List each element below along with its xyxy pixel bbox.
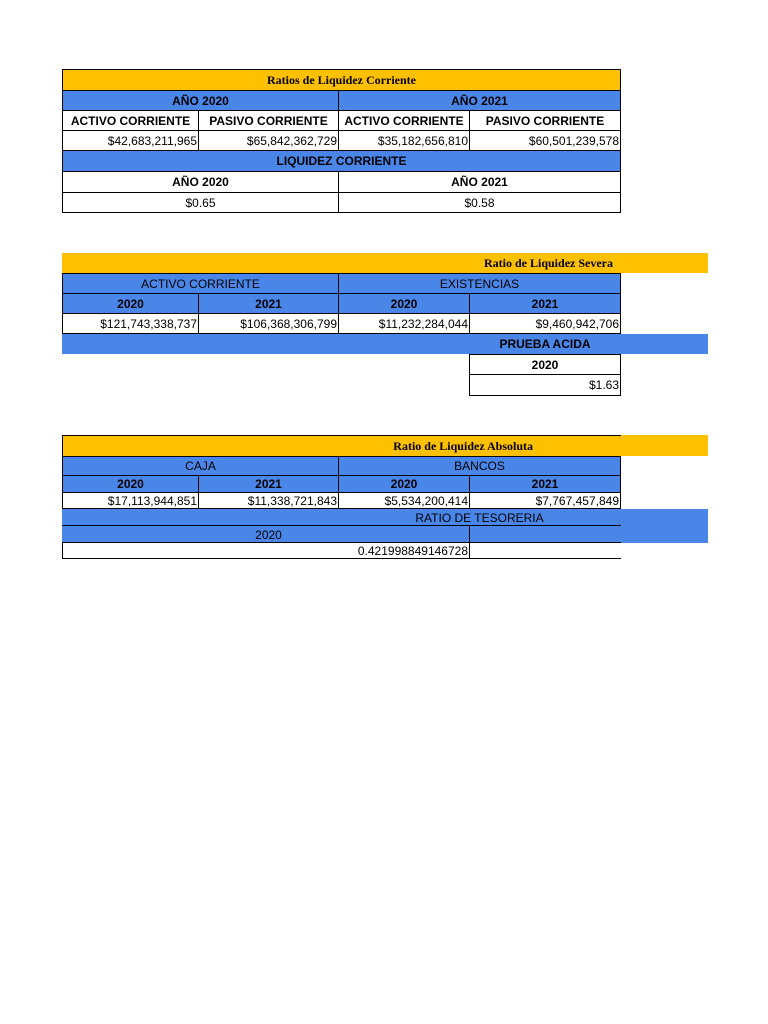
table3-value-bancos-2021: $7,767,457,849 [469, 492, 621, 509]
table1-result-2021-header: AÑO 2021 [338, 171, 621, 193]
table3-bottom-border [62, 558, 621, 559]
table1-value-pasivo-2020: $65,842,362,729 [198, 130, 339, 151]
table3-year-caja-2021: 2021 [198, 475, 339, 493]
table3-group-bancos: BANCOS [338, 456, 621, 476]
table3-year-caja-2020: 2020 [62, 475, 199, 493]
table3-group-caja: CAJA [62, 456, 339, 476]
table1-col-activo-2021: ACTIVO CORRIENTE [338, 110, 470, 131]
table2-year-activo-2021: 2021 [198, 293, 339, 314]
table2-value-activo-2020: $121,743,338,737 [62, 313, 199, 334]
table2-year-activo-2020: 2020 [62, 293, 199, 314]
table1-year-2021-header: AÑO 2021 [338, 90, 621, 111]
table3-value-caja-2020: $17,113,944,851 [62, 492, 199, 509]
table1-result-2021: $0.58 [338, 192, 621, 213]
table1-section-label: LIQUIDEZ CORRIENTE [62, 150, 621, 172]
table1-value-activo-2020: $42,683,211,965 [62, 130, 199, 151]
table2-year-existencias-2020: 2020 [338, 293, 470, 314]
table3-value-bancos-2020: $5,534,200,414 [338, 492, 470, 509]
table1-title: Ratios de Liquidez Corriente [62, 69, 621, 91]
table3-value-caja-2021: $11,338,721,843 [198, 492, 339, 509]
table2-value-activo-2021: $106,368,306,799 [198, 313, 339, 334]
table1-year-2020-header: AÑO 2020 [62, 90, 339, 111]
table2-group-existencias: EXISTENCIAS [338, 273, 621, 294]
table2-group-activo-corriente: ACTIVO CORRIENTE [62, 273, 339, 294]
table3-year-band [62, 526, 708, 543]
table3-result-value: 0.421998849146728 [357, 543, 468, 558]
table3-title: Ratio de Liquidez Absoluta [62, 435, 708, 456]
table1-value-pasivo-2021: $60,501,239,578 [469, 130, 621, 151]
table3-top-border [62, 435, 621, 436]
table1-result-2020-header: AÑO 2020 [62, 171, 339, 193]
table2-title: Ratio de Liquidez Severa [62, 253, 708, 273]
table2-year-existencias-2021: 2021 [469, 293, 621, 314]
table3-section-label: RATIO DE TESORERIA [415, 510, 544, 525]
table1-result-2020: $0.65 [62, 192, 339, 213]
table2-value-existencias-2021: $9,460,942,706 [469, 313, 621, 334]
table1-value-activo-2021: $35,182,656,810 [338, 130, 470, 151]
table2-result-year: 2020 [469, 354, 621, 375]
table3-result-year: 2020 [255, 527, 282, 542]
table1-col-pasivo-2020: PASIVO CORRIENTE [198, 110, 339, 131]
table1-col-activo-2020: ACTIVO CORRIENTE [62, 110, 199, 131]
table3-year-bancos-2021: 2021 [469, 475, 621, 493]
table3-year-band-border [62, 525, 621, 526]
table2-result-value: $1.63 [469, 374, 621, 396]
table2-value-existencias-2020: $11,232,284,044 [338, 313, 470, 334]
table3-year-bancos-2020: 2020 [338, 475, 470, 493]
table2-section-label: PRUEBA ACIDA [499, 337, 591, 351]
table1-col-pasivo-2021: PASIVO CORRIENTE [469, 110, 621, 131]
